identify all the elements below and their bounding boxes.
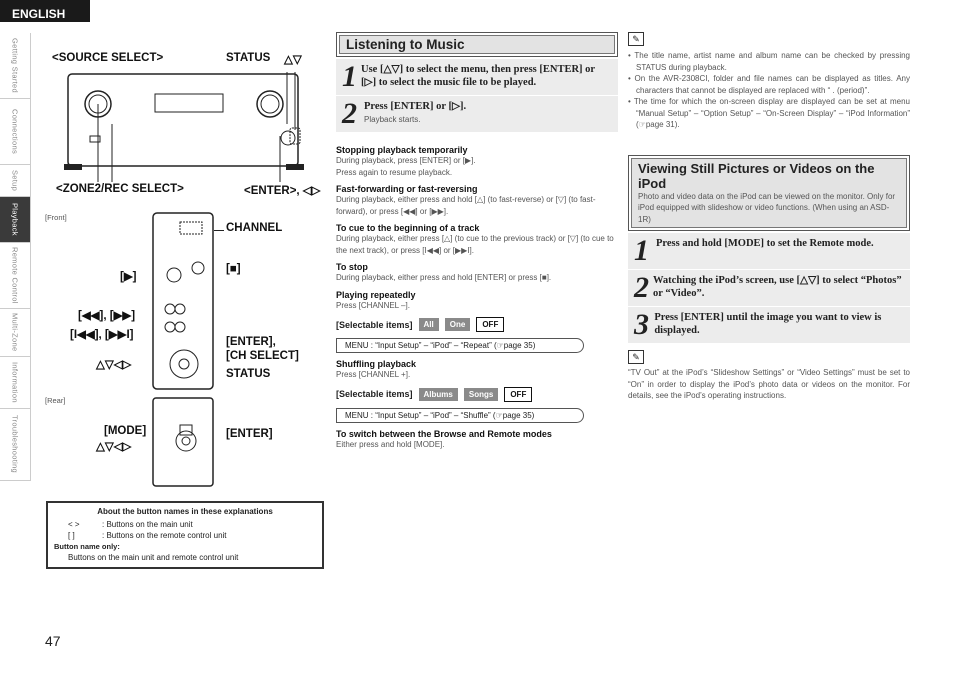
mode-label: [MODE] <box>104 425 147 437</box>
topic-heading: To stop <box>336 262 368 272</box>
sidebar-label: Information <box>10 362 20 403</box>
step-text: Watching the iPod’s screen, use [△▽] to select “Photos” or “Video”. <box>653 275 902 299</box>
note-text: : Buttons on the main unit <box>102 520 193 529</box>
section-title: Listening to Music <box>339 35 615 54</box>
skip-label: [I◀◀], [▶▶I] <box>70 329 134 341</box>
note-row <box>68 519 316 530</box>
option-chip: All <box>419 318 439 331</box>
topic-text: Press [CHANNEL –]. <box>336 300 410 310</box>
sidebar-label: Troubleshooting <box>10 415 20 474</box>
topic-text: During playback, either press [△] (to cue to the previous track) or [▽] (to cue to the next track), or press [I◀◀] or [▶▶I]. <box>336 234 614 255</box>
topic-text: During playback, either press and hold [ENTER] or press [■]. <box>336 273 552 282</box>
step-1 <box>628 233 910 270</box>
sidebar-label: Setup <box>10 169 20 192</box>
step-text: Press [ENTER] or [▷]. <box>364 101 467 112</box>
topic-text: Press again to resume playback. <box>336 167 453 177</box>
note-row <box>68 530 316 541</box>
sidebar-item-remote-control[interactable] <box>0 243 30 309</box>
option-chip-default: OFF <box>504 387 532 402</box>
step-2 <box>628 270 910 307</box>
step-text: Press and hold [MODE] to set the Remote mode. <box>656 238 874 249</box>
cursor-label: △▽◁▷ <box>96 359 132 371</box>
step-number: 2 <box>342 97 357 130</box>
channel-label: CHANNEL <box>226 222 283 234</box>
pencil-icon: ✎ <box>628 32 644 46</box>
sidebar-item-playback[interactable] <box>0 197 30 243</box>
step-number: 2 <box>634 271 649 304</box>
enter-ch-label: [ENTER], <box>226 336 276 348</box>
note-symbol: < > <box>68 520 80 529</box>
option-chip: Albums <box>419 388 458 401</box>
topic-text: Either press and hold [MODE]. <box>336 439 445 449</box>
section-heading <box>336 32 618 57</box>
note-text: Buttons on the main unit and remote control unit <box>68 553 239 562</box>
section-description: Photo and video data on the iPod can be viewed on the monitor. Only for iPod equipped with slideshow or video functions. (When using an ASD-1R) <box>638 191 896 224</box>
sidebar-item-getting-started[interactable] <box>0 33 30 99</box>
section-sidebar <box>0 33 31 481</box>
step-text: Press [ENTER] until the image you want to view is displayed. <box>654 312 882 336</box>
rear-label: [Rear] <box>45 396 66 405</box>
page-number: 47 <box>45 633 61 649</box>
sidebar-label: Multi-Zone <box>10 313 20 352</box>
step-subtext: Playback starts. <box>364 115 421 124</box>
note-bullet: • The title name, artist name and album name can be checked by pressing STATUS during playback. <box>628 51 910 72</box>
topic-text: During playback, press [ENTER] or [▶]. <box>336 156 476 165</box>
source-select-label: <SOURCE SELECT> <box>52 52 164 64</box>
cursor2-label: △▽◁▷ <box>96 441 132 453</box>
note-text: : Buttons on the remote control unit <box>102 531 227 540</box>
option-chip: One <box>445 318 471 331</box>
selectable-label: [Selectable items] <box>336 319 413 330</box>
ffrew-label: [◀◀], [▶▶] <box>78 310 136 322</box>
listening-section <box>336 32 618 450</box>
note-bullet: • On the AVR-2308CI, folder and file names can be displayed as titles. Any characters that cannot be displayed are replaced with “ . (period)”. <box>628 74 910 95</box>
status2-label: STATUS <box>226 368 271 380</box>
topic-heading: To cue to the beginning of a track <box>336 223 480 233</box>
viewing-heading <box>628 155 910 232</box>
topic-text: Press [CHANNEL +]. <box>336 370 411 379</box>
sidebar-label: Connections <box>10 109 20 154</box>
step-number: 3 <box>634 308 649 341</box>
main-unit-illustration <box>60 66 320 191</box>
step-number: 1 <box>342 60 357 93</box>
sidebar-label: Remote Control <box>10 247 20 304</box>
leader-line <box>214 230 224 231</box>
pencil-icon: ✎ <box>628 350 644 364</box>
topic-heading: Stopping playback temporarily <box>336 145 468 155</box>
ch-select-label: [CH SELECT] <box>226 350 299 362</box>
menu-path: MENU : “Input Setup” – “iPod” – “Repeat” (☞page 35) <box>336 338 584 353</box>
step-2 <box>336 96 618 133</box>
topic-heading: Fast-forwarding or fast-reversing <box>336 184 478 194</box>
topic-heading: To switch between the Browse and Remote modes <box>336 428 552 439</box>
stop-label: [■] <box>226 263 241 275</box>
option-chip-default: OFF <box>476 317 504 332</box>
note-bullet: • The time for which the on-screen display are displayed can be set at menu “Manual Setup” – “Option Setup” – “On-Screen Display” – “iPod Information” (☞page 31). <box>628 97 910 129</box>
topic-heading: Playing repeatedly <box>336 289 416 300</box>
topic-heading: Shuffling playback <box>336 359 417 369</box>
up-down-label: △▽ <box>284 54 302 66</box>
sidebar-item-information[interactable] <box>0 357 30 409</box>
topic-text: During playback, either press and hold [△] (to fast-reverse) or [▽] (to fast-forward), or press [◀◀] or [▶▶]. <box>336 195 596 216</box>
tv-out-note: “TV Out” at the iPod’s “Slideshow Settings” or “Video Settings” must be set to “On” in order to display the iPod’s photo data or videos on the monitor. For details, see the iPod’s operating instructions. <box>628 368 910 400</box>
sidebar-item-setup[interactable] <box>0 165 30 197</box>
language-tab: ENGLISH <box>0 0 90 22</box>
step-text: Use [△▽] to select the menu, then press [ENTER] or [▷] to select the music file to be played. <box>361 64 595 88</box>
step-3 <box>628 307 910 344</box>
right-column <box>628 32 910 402</box>
selectable-label: [Selectable items] <box>336 389 413 399</box>
enter-lr-label: <ENTER>, ◁▷ <box>244 185 321 197</box>
step-number: 1 <box>634 234 649 267</box>
button-names-note <box>46 501 324 569</box>
enter-label: [ENTER] <box>226 428 273 440</box>
section-title: Viewing Still Pictures or Videos on the iPod <box>638 160 875 191</box>
sidebar-item-multi-zone[interactable] <box>0 309 30 357</box>
sidebar-label: Getting Started <box>10 38 20 93</box>
note-symbol: [ ] <box>68 531 75 540</box>
sidebar-item-troubleshooting[interactable] <box>0 409 30 481</box>
step-1 <box>336 59 618 96</box>
shuffle-options <box>336 387 618 402</box>
note-subhead: Button name only: <box>54 542 120 551</box>
front-label: [Front] <box>45 213 67 222</box>
remote-rear-illustration <box>152 397 214 487</box>
sidebar-item-connections[interactable] <box>0 99 30 165</box>
play-label: [▶] <box>120 271 137 283</box>
menu-path: MENU : “Input Setup” – “iPod” – “Shuffle” (☞page 35) <box>336 408 584 423</box>
remote-front-illustration <box>152 212 214 390</box>
status-label: STATUS <box>226 52 271 64</box>
sidebar-label: Playback <box>10 203 20 236</box>
zone2-label: <ZONE2/REC SELECT> <box>56 183 184 195</box>
option-chip: Songs <box>464 388 498 401</box>
note-title: About the button names in these explanations <box>97 507 273 516</box>
repeat-options <box>336 317 618 332</box>
